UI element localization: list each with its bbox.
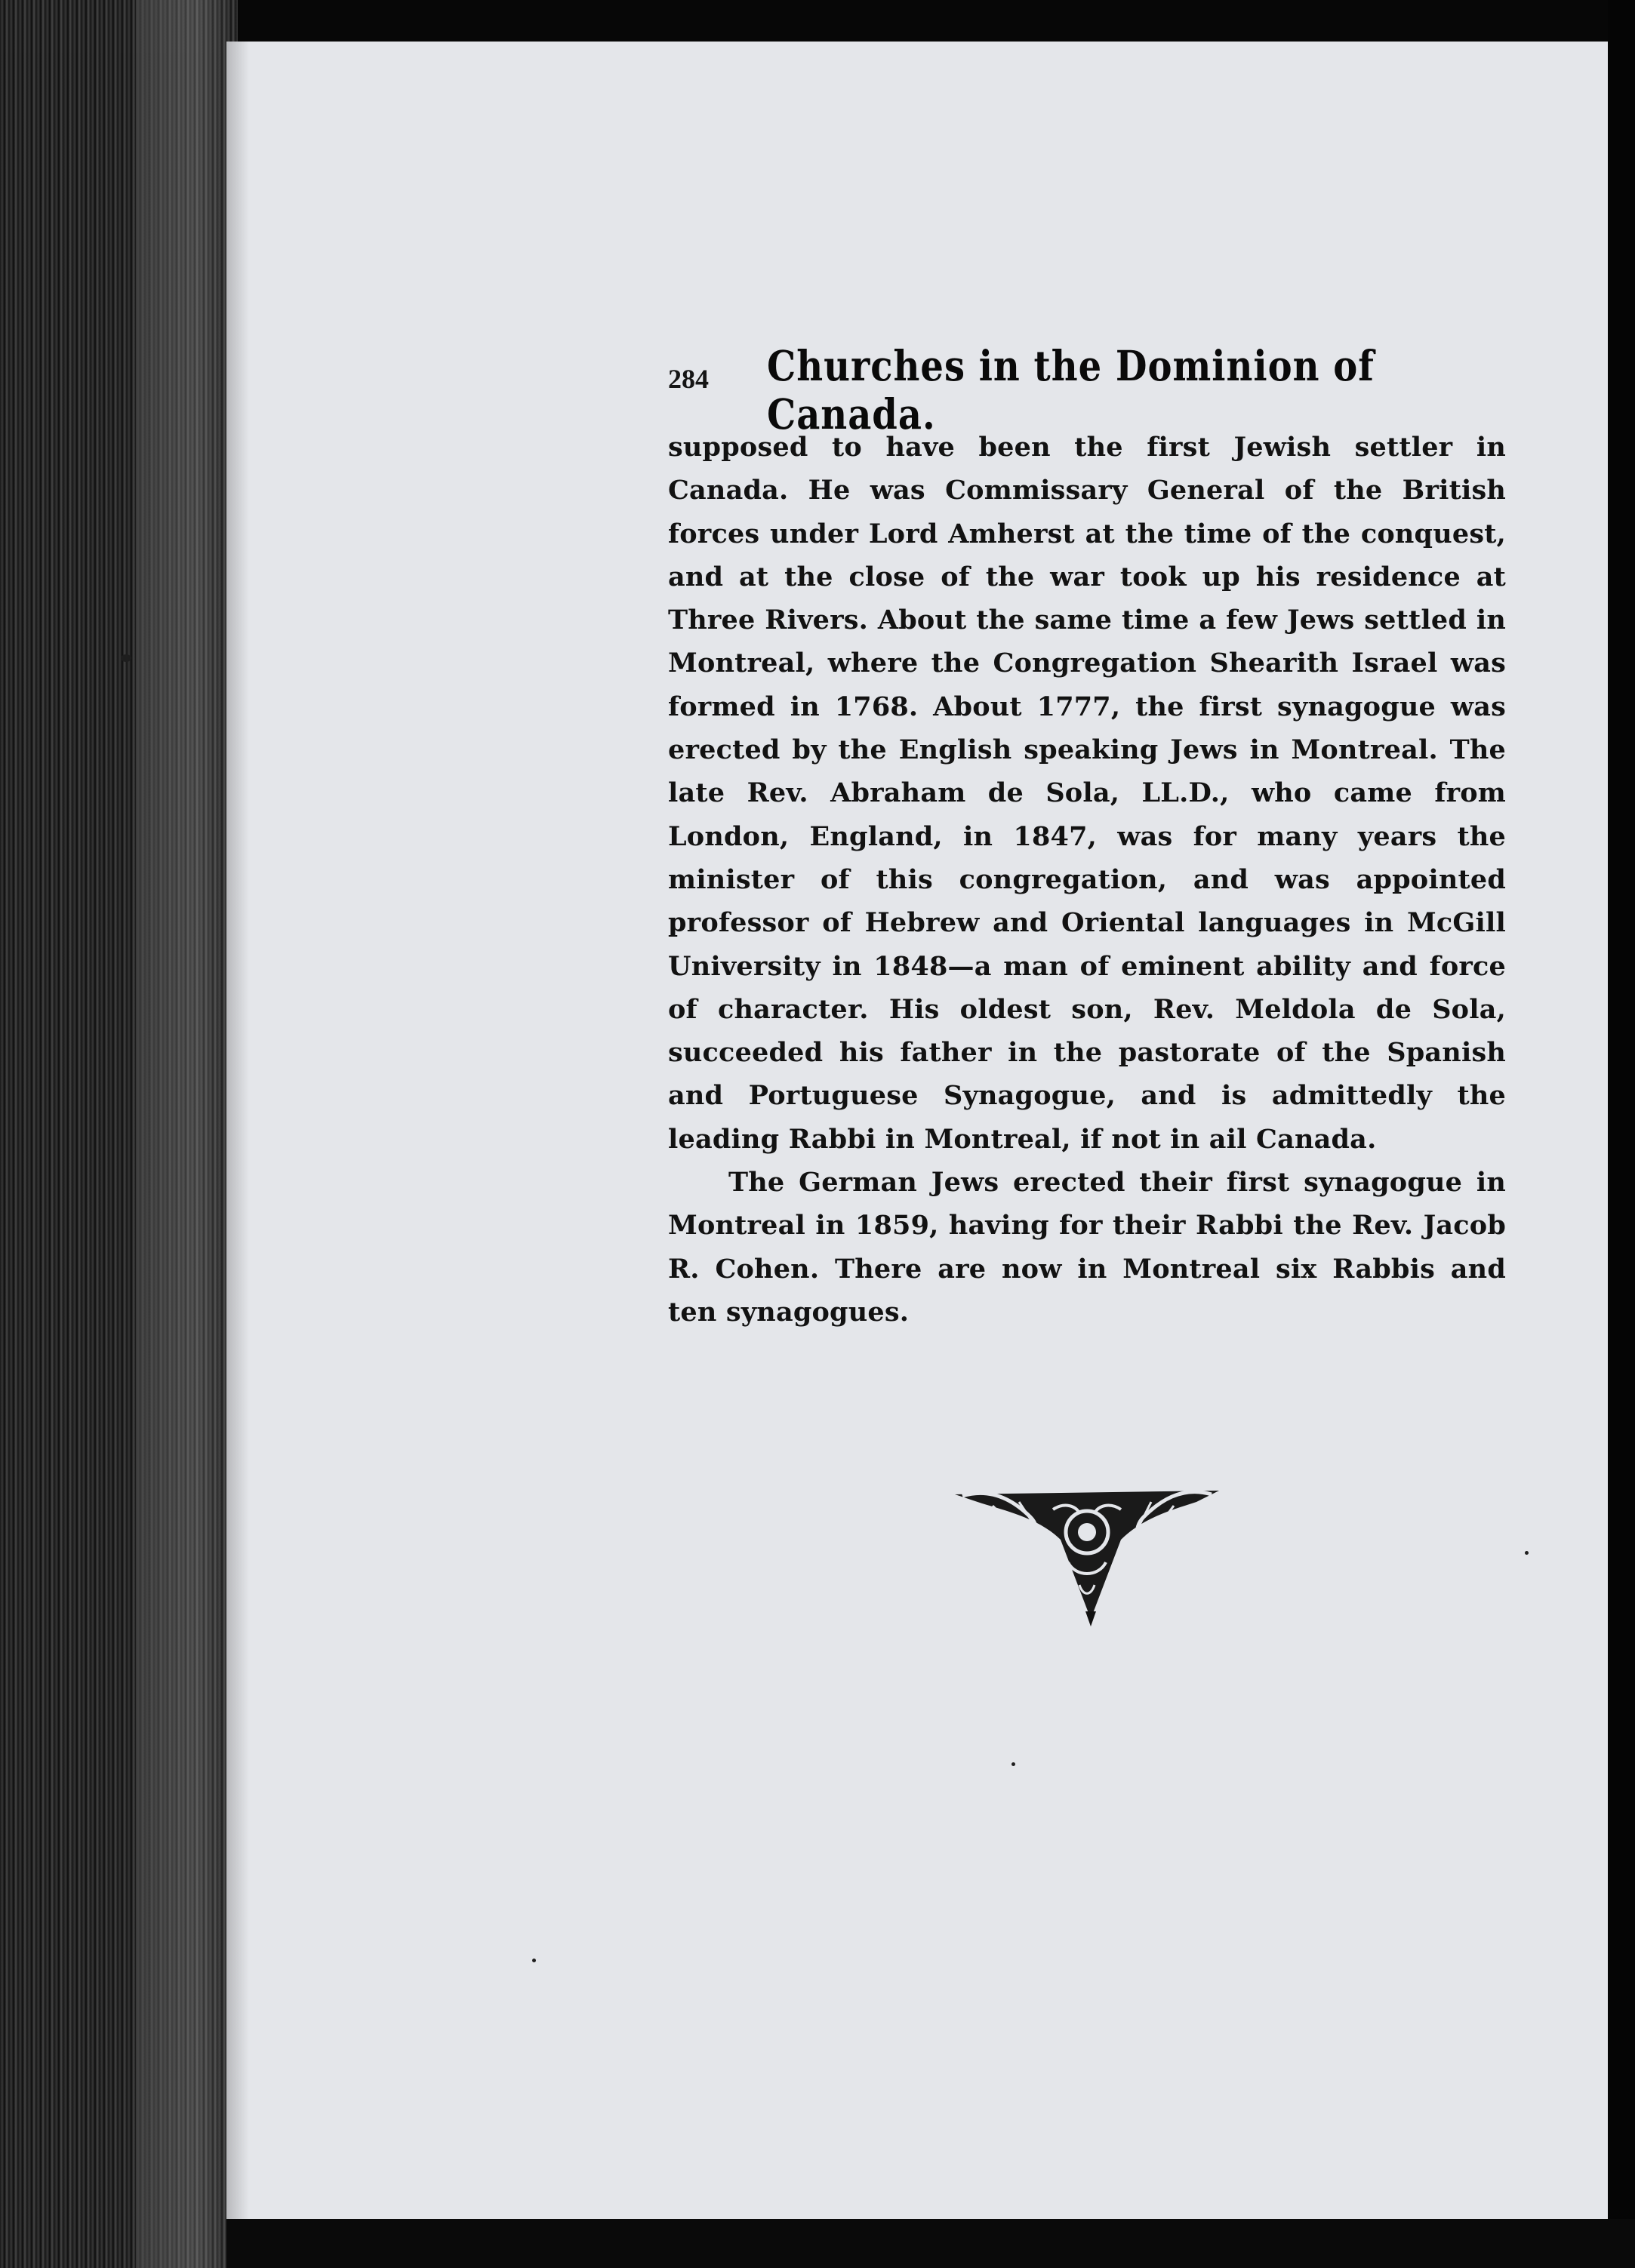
paragraph-2: The German Jews erected their first synagogue in Montreal in 1859, having for their Rabbi the Rev. Jacob R. Cohen. There are now in Montreal six Rabbis and ten synagogues. <box>668 1167 1506 1328</box>
scan-speck <box>121 654 131 662</box>
paragraph-1: supposed to have been the first Jewish settler in Canada. He was Commissary General of the British forces under Lord Amherst at the time of the conquest, and at the close of the war took up his residence at Three Rivers. About the same time a few Jews settled in Montreal, where the Congregation Shearith Israel was formed in 1768. About 1777, the first synagogue was erected by the English speaking Jews in Montreal. The late Rev. Abraham de Sola, LL.D., who came from London, England, in 1847, was for many years the minister of this congregation, and was appointed professor of Hebrew and Oriental languages in McGill University in 1848—a man of eminent ability and force of character. His oldest son, Rev. Meldola de Sola, succeeded his father in the pastorate of the Spanish and Portuguese Synagogue, and is admittedly the leading Rabbi in Montreal, if not in ail Canada. <box>668 432 1506 1155</box>
scan-bottom-border <box>226 2219 1635 2268</box>
scan-right-border <box>1608 0 1635 2268</box>
page-text-block <box>668 342 1506 1334</box>
scan-speck <box>532 1959 536 1962</box>
floral-tailpiece-ornament-icon <box>947 1479 1227 1630</box>
scan-speck <box>1011 1762 1015 1766</box>
running-title: Churches in the Dominion of Canada. <box>767 342 1375 439</box>
page-number: 284 <box>668 364 709 394</box>
book-binding-edge <box>0 0 238 2268</box>
scan-speck <box>1525 1551 1529 1555</box>
running-head <box>668 342 1506 439</box>
